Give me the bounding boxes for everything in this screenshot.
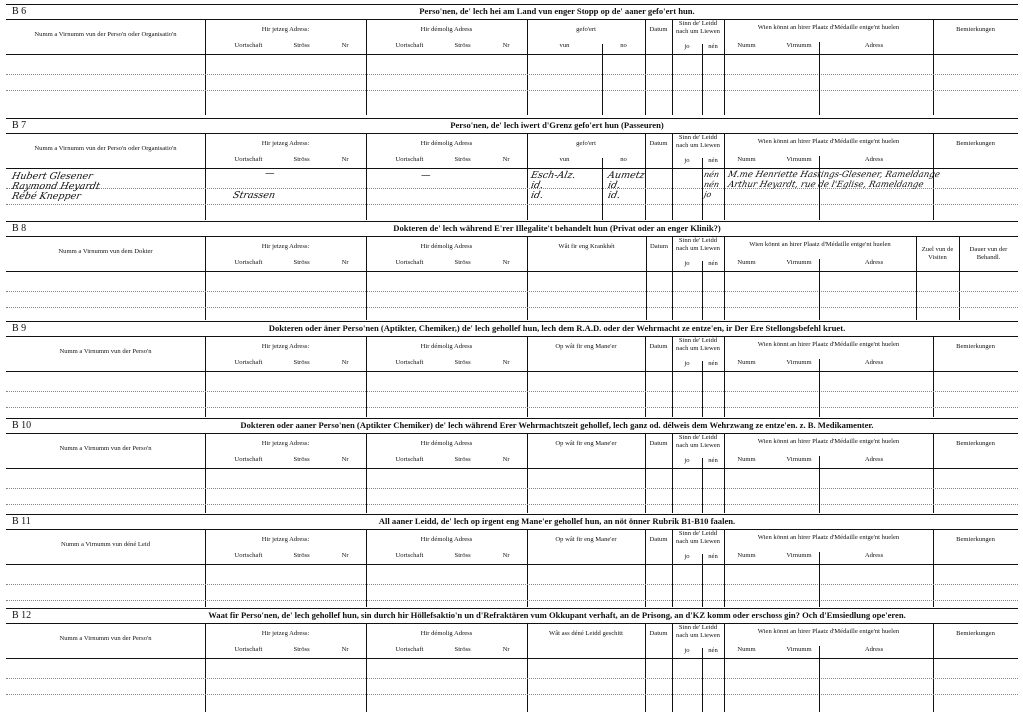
rule-horizontal xyxy=(6,54,1018,55)
rule-vertical xyxy=(527,433,528,513)
rule-vertical xyxy=(527,529,528,607)
column-remarks-header: Bemierkungen xyxy=(956,630,995,637)
rule-vertical xyxy=(672,623,673,712)
section-code: B 7 xyxy=(12,120,27,131)
column-former-header: Hir démolig Adress xyxy=(420,343,473,350)
sub-uortschaft: Uortschaft xyxy=(395,42,424,49)
column-name-header: Numm a Virnumm vun der Perso'n oder Organisatio'n xyxy=(34,31,177,38)
column-third-header: Op wât fir eng Mane'er xyxy=(555,440,617,447)
rule-vertical xyxy=(819,359,820,417)
column-remarks-header: Bemierkungen xyxy=(956,26,995,33)
rule-vertical xyxy=(819,259,820,320)
sub-adress: Adress xyxy=(864,156,884,163)
rule-vertical xyxy=(527,133,528,220)
sub-nr: Nr xyxy=(502,552,510,559)
column-alive-header: Sinn de' Leidd nach um Liewen xyxy=(676,20,720,35)
handwritten-dash: — xyxy=(263,168,276,179)
column-current-header: Hir jetzeg Adress: xyxy=(261,440,310,447)
sub-uortschaft: Uortschaft xyxy=(395,552,424,559)
section-code: B 10 xyxy=(12,420,32,431)
handwritten-from: id. xyxy=(529,190,545,201)
rule-vertical xyxy=(819,456,820,513)
rule-vertical xyxy=(702,554,703,607)
section-b7 xyxy=(6,118,1018,220)
sub-virnumm: Virnumm xyxy=(786,259,812,266)
sub-uortschaft: Uortschaft xyxy=(395,456,424,463)
entry-line xyxy=(6,600,1018,601)
rule-horizontal xyxy=(6,564,1018,565)
sub-stross: Ströss xyxy=(454,456,471,463)
column-medal-header: Wien könnt an hirer Plaatz d'Médaille entge'nt huelen xyxy=(757,24,900,31)
entry-line xyxy=(6,307,1018,308)
column-medal-header: Wien könnt an hirer Plaatz d'Médaille entge'nt huelen xyxy=(757,138,900,145)
rule-horizontal xyxy=(6,658,1018,659)
sub-virnumm: Virnumm xyxy=(786,359,812,366)
column-alive-header: Sinn de' Leidd nach um Liewen xyxy=(676,624,720,639)
column-alive-header: Sinn de' Leidd nach um Liewen xyxy=(676,337,720,352)
column-alive-header: Sinn de' Leidd nach um Liewen xyxy=(676,530,720,545)
column-remarks-header: Bemierkungen xyxy=(956,440,995,447)
column-former-header: Hir démolig Adress xyxy=(420,140,473,147)
sub-adress: Adress xyxy=(864,359,884,366)
rule-vertical xyxy=(672,529,673,607)
handwritten-name: Rébé Knepper xyxy=(10,191,82,202)
rule-horizontal xyxy=(6,236,1018,237)
sub-adress: Adress xyxy=(864,552,884,559)
sub-virnumm: Virnumm xyxy=(786,456,812,463)
entry-line xyxy=(6,694,1018,695)
entry-line xyxy=(6,391,1018,392)
sub-stross: Ströss xyxy=(454,42,471,49)
sub-nr: Nr xyxy=(502,359,510,366)
rule-vertical xyxy=(602,44,603,115)
column-remarks-header: Bemierkungen xyxy=(956,343,995,350)
column-current-header: Hir jetzeg Adress: xyxy=(261,536,310,543)
rule-horizontal xyxy=(6,133,1018,134)
column-remarks-header: Bemierkungen xyxy=(956,536,995,543)
entry-line xyxy=(6,504,1018,505)
sub-nr: Nr xyxy=(502,42,510,49)
sub-adress: Adress xyxy=(864,456,884,463)
sub-nr: Nr xyxy=(341,42,349,49)
sub-nr: Nr xyxy=(502,259,510,266)
column-current-header: Hir jetzeg Adress: xyxy=(261,26,310,33)
entry-line xyxy=(6,488,1018,489)
column-former-header: Hir démolig Adress xyxy=(420,243,473,250)
rule-vertical xyxy=(724,623,725,712)
section-title: Dokteren de' lech während E'rer Illegalite't behandelt hun (Privat oder an enger Klinik?) xyxy=(393,223,721,233)
column-datum-header: Datum xyxy=(649,26,668,33)
sub-to: no xyxy=(620,156,627,163)
column-third-header: Op wât fir eng Mane'er xyxy=(555,343,617,350)
section-b10 xyxy=(6,418,1018,513)
sub-no: nén xyxy=(708,260,718,267)
section-b9 xyxy=(6,321,1018,417)
column-datum-header: Datum xyxy=(649,630,668,637)
column-remarks-header: Bemierkungen xyxy=(956,140,995,147)
entry-line xyxy=(6,74,1018,75)
sub-yes: jo xyxy=(684,457,690,464)
sub-stross: Ströss xyxy=(454,552,471,559)
sub-stross: Ströss xyxy=(293,42,310,49)
column-name-header: Numm a Virnumm vun déné Leid xyxy=(60,541,151,548)
sub-stross: Ströss xyxy=(454,156,471,163)
column-medal-header: Wien könnt an hirer Plaatz d'Médaille entge'nt huelen xyxy=(757,628,900,635)
sub-numm: Numm xyxy=(737,359,756,366)
sub-nr: Nr xyxy=(341,156,349,163)
sub-from: vun xyxy=(559,156,570,163)
rule-vertical xyxy=(702,648,703,712)
entry-line xyxy=(6,407,1018,408)
sub-uortschaft: Uortschaft xyxy=(234,42,263,49)
section-code: B 6 xyxy=(12,6,27,17)
rule-horizontal xyxy=(6,271,1018,272)
handwritten-current-street: Strassen xyxy=(231,190,277,201)
sub-numm: Numm xyxy=(737,259,756,266)
sub-nr: Nr xyxy=(341,646,349,653)
column-third-header: Wât ass déné Leidd geschitt xyxy=(549,630,623,637)
section-code: B 8 xyxy=(12,223,27,234)
rule-vertical xyxy=(724,529,725,607)
rule-vertical xyxy=(819,646,820,712)
section-title: Perso'nen, de' lech hei am Land vun enger Stopp op de' aaner gefo'ert hun. xyxy=(419,6,695,16)
handwritten-to: Aumetz xyxy=(606,170,646,181)
column-current-header: Hir jetzeg Adress: xyxy=(261,630,310,637)
column-former-header: Hir démolig Adress xyxy=(420,536,473,543)
sub-nr: Nr xyxy=(502,456,510,463)
column-former-header: Hir démolig Adress xyxy=(420,26,473,33)
sub-uortschaft: Uortschaft xyxy=(234,646,263,653)
column-medal-header: Wien könnt an hirer Plaatz d'Médaille entge'nt huelen xyxy=(749,241,891,248)
handwritten-to: id. xyxy=(606,190,622,201)
rule-vertical xyxy=(702,458,703,513)
section-b12 xyxy=(6,608,1018,712)
rule-vertical xyxy=(672,133,673,220)
sub-nr: Nr xyxy=(341,456,349,463)
sub-nr: Nr xyxy=(502,646,510,653)
rule-vertical xyxy=(702,261,703,320)
sub-stross: Ströss xyxy=(293,259,310,266)
rule-horizontal xyxy=(6,468,1018,469)
rule-vertical xyxy=(672,433,673,513)
sub-uortschaft: Uortschaft xyxy=(395,156,424,163)
sub-yes: jo xyxy=(684,553,690,560)
column-name-header: Numm a Virnumm vun der Perso'n xyxy=(59,635,152,642)
entry-line xyxy=(6,584,1018,585)
handwritten-to: id. xyxy=(606,180,622,191)
sub-stross: Ströss xyxy=(454,359,471,366)
column-datum-header: Datum xyxy=(649,140,668,147)
sub-numm: Numm xyxy=(737,552,756,559)
sub-no: nén xyxy=(708,157,718,164)
section-code: B 11 xyxy=(12,516,31,527)
rule-vertical xyxy=(672,336,673,417)
column-name-header: Numm a Virnumm vun der Perso'n xyxy=(59,445,152,452)
sub-stross: Ströss xyxy=(293,552,310,559)
sub-virnumm: Virnumm xyxy=(786,646,812,653)
entry-line xyxy=(6,291,1018,292)
rule-vertical xyxy=(672,19,673,115)
column-current-header: Hir jetzeg Adress: xyxy=(261,243,310,250)
column-name-header: Numm a Virnumm vun der Perso'n oder Organisatio'n xyxy=(34,145,177,152)
sub-uortschaft: Uortschaft xyxy=(395,259,424,266)
column-former-header: Hir démolig Adress xyxy=(420,440,473,447)
handwritten-alive: jo xyxy=(703,190,713,199)
sub-yes: jo xyxy=(684,43,690,50)
column-third-header: Wât fir eng Krankhét xyxy=(558,243,615,250)
column-medal-header: Wien könnt an hirer Plaatz d'Médaille entge'nt huelen xyxy=(757,341,900,348)
sub-yes: jo xyxy=(684,260,690,267)
sub-nr: Nr xyxy=(341,359,349,366)
sub-numm: Numm xyxy=(737,156,756,163)
rule-vertical xyxy=(724,19,725,115)
sub-stross: Ströss xyxy=(293,646,310,653)
rule-vertical xyxy=(527,19,528,115)
rule-vertical xyxy=(724,433,725,513)
sub-stross: Ströss xyxy=(293,156,310,163)
sub-stross: Ströss xyxy=(454,259,471,266)
section-title: All aaner Leidd, de' lech op irgent eng Mane'er gehollef hun, an nöt önner Rubrik B1-B10 faalen. xyxy=(378,516,736,526)
sub-uortschaft: Uortschaft xyxy=(234,359,263,366)
rule-horizontal xyxy=(6,336,1018,337)
section-b11 xyxy=(6,514,1018,607)
column-datum-header: Datum xyxy=(649,536,668,543)
rule-vertical xyxy=(702,361,703,417)
sub-adress: Adress xyxy=(864,646,884,653)
sub-nr: Nr xyxy=(341,259,349,266)
handwritten-medal-recipient: M.me Henriette Hastings-Glesener, Rameldange xyxy=(726,170,941,180)
column-name-header: Numm a Virnumm vun der Perso'n xyxy=(59,348,152,355)
section-title: Dokteren oder aaner Perso'nen (Aptikter Chemiker) de' lech während Erer Wehrmachtszeit gehollef, lech ganz od. délweis dem Wehrzwang ze entze'en. z. B. Medikamenter. xyxy=(240,420,874,430)
column-datum-header: Datum xyxy=(649,343,668,350)
sub-uortschaft: Uortschaft xyxy=(395,359,424,366)
entry-line xyxy=(6,204,1018,205)
sub-stross: Ströss xyxy=(454,646,471,653)
column-current-header: Hir jetzeg Adress: xyxy=(261,343,310,350)
sub-no: nén xyxy=(708,647,718,654)
sub-yes: jo xyxy=(684,360,690,367)
rule-vertical xyxy=(819,42,820,115)
sub-uortschaft: Uortschaft xyxy=(395,646,424,653)
handwritten-from: Esch-Alz. xyxy=(529,170,577,181)
rule-horizontal xyxy=(6,433,1018,434)
sub-nr: Nr xyxy=(341,552,349,559)
sub-uortschaft: Uortschaft xyxy=(234,456,263,463)
entry-line xyxy=(6,90,1018,91)
column-third-header: gefo'ert xyxy=(576,140,596,147)
handwritten-dash: — xyxy=(419,170,432,181)
section-b6 xyxy=(6,4,1018,115)
sub-to: no xyxy=(620,42,627,49)
sub-uortschaft: Uortschaft xyxy=(234,156,263,163)
rule-vertical xyxy=(702,44,703,115)
column-former-header: Hir démolig Adress xyxy=(420,630,473,637)
section-code: B 9 xyxy=(12,323,27,334)
column-medal-header: Wien könnt an hirer Plaatz d'Médaille entge'nt huelen xyxy=(757,534,900,541)
rule-vertical xyxy=(819,552,820,607)
column-alive-header: Sinn de' Leidd nach um Liewen xyxy=(676,237,720,252)
rule-vertical xyxy=(527,623,528,712)
sub-nr: Nr xyxy=(502,156,510,163)
sub-from: vun xyxy=(559,42,570,49)
sub-no: nén xyxy=(708,457,718,464)
sub-no: nén xyxy=(708,360,718,367)
sub-uortschaft: Uortschaft xyxy=(234,552,263,559)
sub-yes: jo xyxy=(684,157,690,164)
rule-vertical xyxy=(527,336,528,417)
column-visits-header: Zuel vun de Visiten xyxy=(921,246,954,261)
sub-virnumm: Virnumm xyxy=(786,42,812,49)
sub-virnumm: Virnumm xyxy=(786,552,812,559)
entry-line xyxy=(6,678,1018,679)
sub-yes: jo xyxy=(684,647,690,654)
handwritten-name: Hubert Glesener xyxy=(10,171,94,182)
column-duration-header: Dauer vun der Behandl. xyxy=(969,246,1008,261)
section-title: Perso'nen, de' lech iwert d'Grenz gefo'ert hun (Passeuren) xyxy=(450,120,664,130)
rule-horizontal xyxy=(6,168,1018,169)
sub-no: nén xyxy=(708,553,718,560)
column-medal-header: Wien könnt an hirer Plaatz d'Médaille entge'nt huelen xyxy=(757,438,900,445)
section-title: Waat fir Perso'nen, de' lech gehollef hun, sin durch hir Höllefsaktio'n un d'Refraktären vum Okkupant verhaft, an de Prisong, an d'KZ komm oder erschoss gin? Och d'Emsiedlung ope'eren. xyxy=(208,610,906,620)
sub-adress: Adress xyxy=(864,42,884,49)
column-current-header: Hir jetzeg Adress: xyxy=(261,140,310,147)
sub-no: nén xyxy=(708,43,718,50)
sub-numm: Numm xyxy=(737,42,756,49)
sub-numm: Numm xyxy=(737,646,756,653)
section-title: Dokteren oder äner Perso'nen (Aptikter, Chemiker,) de' lech gehollef hun, lech dem R.A.D. oder der Wehrmacht ze entze'en, ir Der Ere Stellongsbefehl kruet. xyxy=(268,323,846,333)
rule-horizontal xyxy=(6,19,1018,20)
rule-vertical xyxy=(702,158,703,220)
handwritten-alive: nén xyxy=(703,180,721,189)
rule-horizontal xyxy=(6,529,1018,530)
rule-vertical xyxy=(602,158,603,220)
column-third-header: gefo'ert xyxy=(576,26,596,33)
sub-adress: Adress xyxy=(864,259,884,266)
section-b8 xyxy=(6,221,1018,320)
column-name-header: Numm a Virnumm vun dem Dokter xyxy=(58,248,153,255)
sub-stross: Ströss xyxy=(293,456,310,463)
rule-horizontal xyxy=(6,371,1018,372)
column-alive-header: Sinn de' Leidd nach um Liewen xyxy=(676,134,720,149)
handwritten-medal-recipient: Arthur Heyardt, rue de l'Eglise, Rameldange xyxy=(726,180,925,190)
handwritten-name: Raymond Heyardt xyxy=(10,181,101,192)
column-third-header: Op wât fir eng Mane'er xyxy=(555,536,617,543)
section-code: B 12 xyxy=(12,610,32,621)
handwritten-from: id. xyxy=(529,180,545,191)
rule-horizontal xyxy=(6,623,1018,624)
sub-numm: Numm xyxy=(737,456,756,463)
column-datum-header: Datum xyxy=(649,440,668,447)
rule-vertical xyxy=(724,133,725,220)
rule-vertical xyxy=(724,336,725,417)
sub-uortschaft: Uortschaft xyxy=(234,259,263,266)
sub-virnumm: Virnumm xyxy=(786,156,812,163)
column-datum-header: Datum xyxy=(650,243,668,250)
handwritten-alive: nén xyxy=(703,170,721,179)
sub-stross: Ströss xyxy=(293,359,310,366)
column-alive-header: Sinn de' Leidd nach um Liewen xyxy=(676,434,720,449)
